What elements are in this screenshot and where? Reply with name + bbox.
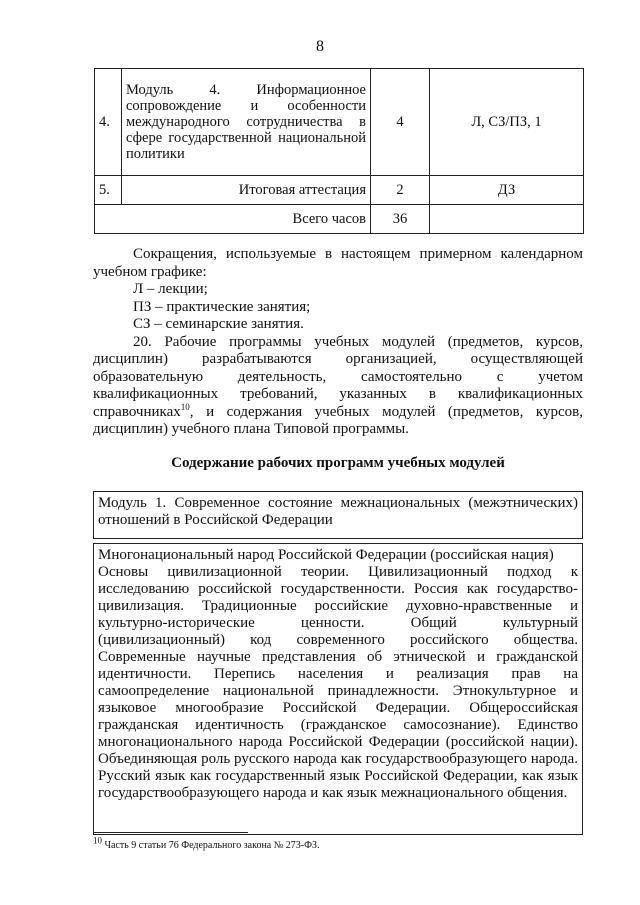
paragraph-20 (93, 334, 583, 439)
page-number: 8 (316, 38, 324, 55)
table-row (95, 69, 584, 176)
total-hours: 36 (371, 205, 430, 234)
paragraph-20-text: 20. Рабочие программы учебных модулей (предметов, курсов, дисциплин) разрабатываются организацией, осуществляющей образовательную деятельность, самостоятельно с учетом квалификационных требований, указанных в квалификационных справочниках (93, 333, 583, 420)
paragraph-20-text-end: , и содержания учебных модулей (предметов, курсов, дисциплин) учебного плана Типовой программы. (93, 403, 583, 437)
module-content-heading: Многонациональный народ Российской Федерации (российская нация) (98, 547, 554, 563)
module-name: Итоговая аттестация (122, 176, 371, 205)
footnote-reference: 10 (180, 401, 190, 412)
module-content-body: Основы цивилизационной теории. Цивилизационный подход к исследованию российской государственности. Россия как государство-цивилизация. Традиционные российские духовно-нравственные и культурно-исторические ценности. Общий культурный (цивилизационный) код современного российского общества. Современные научные представления об этнической и гражданской идентичности. Перепись населения и реализация прав на самоопределение национальной принадлежности. Этнокультурное и языковое многообразие Российской Федерации. Общероссийская гражданская идентичность (гражданское самосознание). Единство многонационального народа Российской Федерации (российской нации). Объединяющая роль русского народа как государствообразующего народа. Русский язык как государственный язык Российской Федерации, как язык государствообразующего народа и как язык межнационального общения. (98, 564, 578, 801)
total-label: Всего часов (95, 205, 371, 234)
footnote-number: 10 (93, 835, 102, 846)
footnote-divider (93, 832, 248, 833)
section-title: Содержание рабочих программ учебных модулей (171, 455, 505, 471)
row-number: 5. (95, 176, 122, 205)
empty-cell (430, 205, 584, 234)
lesson-form: Л, СЗ/ПЗ, 1 (430, 69, 584, 176)
hours-value: 4 (371, 69, 430, 176)
row-number: 4. (95, 69, 122, 176)
abbreviation-item: Л – лекции; (133, 281, 208, 297)
footnote (93, 835, 583, 852)
abbreviations-block (93, 246, 583, 439)
table-total-row (95, 205, 584, 234)
module-content-box (93, 543, 583, 835)
footnote-text: Часть 9 статьи 76 Федерального закона № 273-ФЗ. (104, 840, 320, 851)
module-name: Модуль 4. Информационное сопровождение и особенности международного сотрудничества в сфере государственной национальной политики (122, 69, 371, 176)
curriculum-schedule-table (94, 68, 584, 234)
abbreviation-item: ПЗ – практические занятия; (133, 298, 311, 315)
abbreviation-item: СЗ – семинарские занятия. (133, 316, 304, 332)
abbreviations-intro: Сокращения, используемые в настоящем примерном календарном учебном графике: (93, 246, 583, 280)
module-title: Модуль 1. Современное состояние межнациональных (межэтнических) отношений в Российской Федерации (98, 495, 578, 528)
module-title-box (93, 491, 583, 539)
table-row (95, 176, 584, 205)
lesson-form: ДЗ (430, 176, 584, 205)
hours-value: 2 (371, 176, 430, 205)
